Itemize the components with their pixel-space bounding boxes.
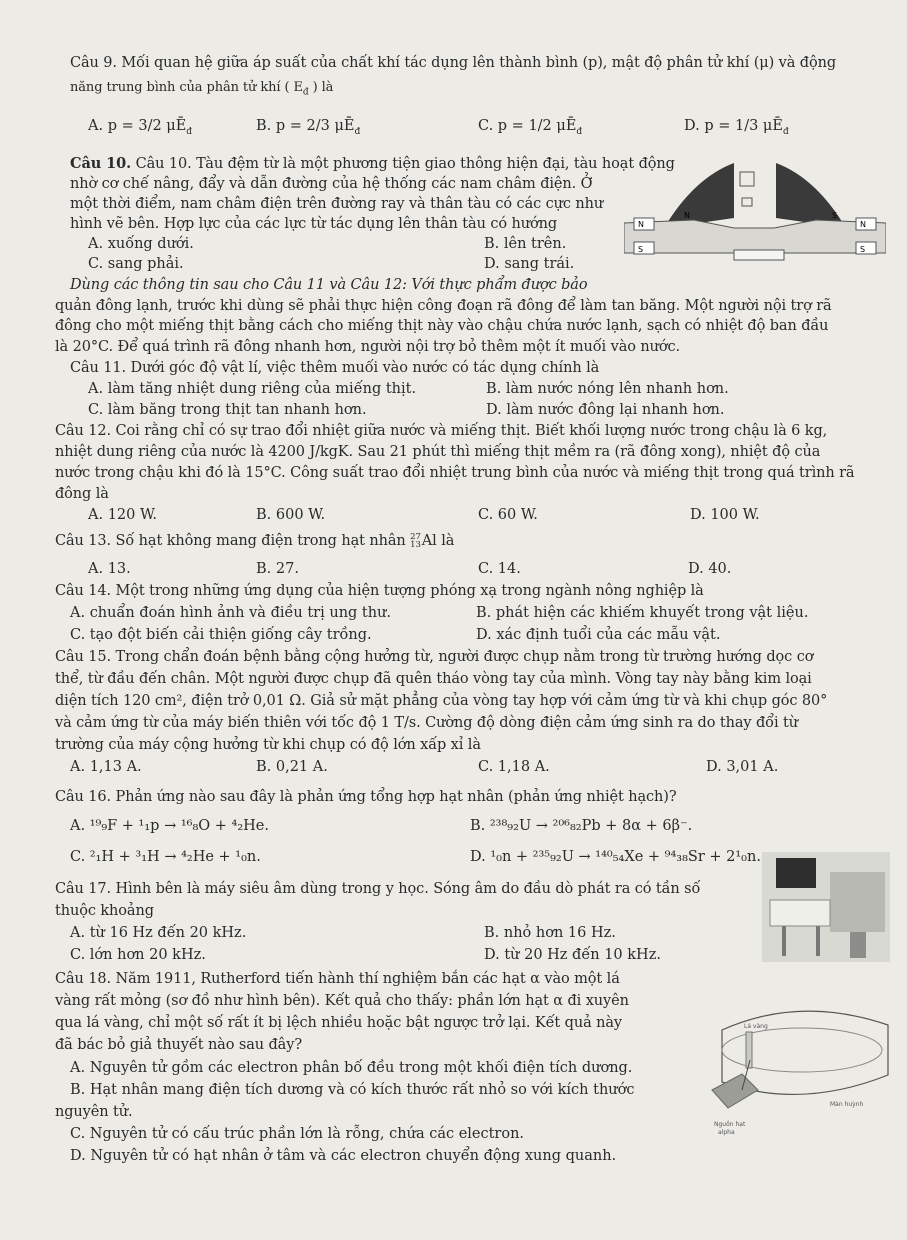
q11-option-c[interactable]: C. làm băng trong thịt tan nhanh hơn. (88, 402, 367, 418)
q17-option-c[interactable]: C. lớn hơn 20 kHz. (70, 947, 206, 963)
q9-stem-line1: Câu 9. Mối quan hệ giữa áp suất của chất khí tác dụng lên thành bình (p), mật độ phân tử khí (μ) và động (70, 55, 837, 71)
ultrasound-console (830, 872, 885, 932)
q9-stem-line2: năng trung bình của phân tử khí ( $E_đ$ ) là (70, 80, 334, 98)
train-window-2 (742, 198, 752, 206)
guideway-body (624, 220, 886, 253)
ultrasound-machine-figure (762, 852, 890, 962)
q10-stem-line2: nhờ cơ chế nâng, đẩy và dẫn đường của hệ thống các nam châm điện. Ở (70, 176, 593, 192)
q16-option-a[interactable]: A. ¹⁹₉F + ¹₁p → ¹⁶₈O + ⁴₂He. (70, 818, 269, 834)
intro-11-12-line1: Dùng các thông tin sau cho Câu 11 và Câu 12: Với thực phẩm được bảo (70, 277, 588, 293)
magnet-left-top (634, 218, 654, 230)
magnet-left-bottom (634, 242, 654, 254)
q16-option-d[interactable]: D. ¹₀n + ²³⁵₉₂U → ¹⁴⁰₅₄Xe + ⁹⁴₃₈Sr + 2¹₀n. (470, 849, 761, 865)
bed-leg (816, 926, 820, 956)
q15-option-a[interactable]: A. 1,13 A. (70, 759, 142, 775)
q18-stem-line3: qua lá vàng, chỉ một số rất ít bị lệch nhiều hoặc bật ngược trở lại. Kết quả này (55, 1015, 623, 1031)
q14-option-b[interactable]: B. phát hiện các khiếm khuyết trong vật liệu. (476, 605, 809, 621)
q12-stem-line4: đông là (55, 486, 109, 502)
q10-stem-line3: một thời điểm, nam châm điện trên đường ray và thân tàu có các cực như (70, 196, 604, 212)
q17-option-a[interactable]: A. từ 16 Hz đến 20 kHz. (70, 925, 247, 941)
q12-option-c[interactable]: C. 60 W. (478, 507, 538, 523)
train-window-1 (740, 172, 754, 186)
q10-stem-line4: hình vẽ bên. Hợp lực của các lực từ tác dụng lên thân tàu có hướng (70, 216, 558, 232)
patient-bed (770, 900, 830, 926)
q9-option-b[interactable]: B. p = 2/3 $\mu Ē_đ$ (256, 118, 361, 137)
monitor (776, 858, 816, 888)
q13-option-b[interactable]: B. 27. (256, 561, 299, 577)
q12-stem-line1: Câu 12. Coi rằng chỉ có sự trao đổi nhiệt giữa nước và miếng thịt. Biết khối lượng nước trong chậu là 6 kg, (55, 423, 828, 439)
magnet-right-top (856, 218, 876, 230)
q13-option-d[interactable]: D. 40. (688, 561, 732, 577)
q11-option-b[interactable]: B. làm nước nóng lên nhanh hơn. (486, 381, 729, 397)
q16-option-b[interactable]: B. ²³⁸₉₂U → ²⁰⁶₈₂Pb + 8α + 6β⁻. (470, 818, 693, 834)
pole-label: S (832, 211, 838, 220)
q10-option-d[interactable]: D. sang trái. (484, 256, 575, 272)
q15-option-c[interactable]: C. 1,18 A. (478, 759, 550, 775)
q9-option-d[interactable]: D. p = 1/3 $\mu Ē_đ$ (684, 118, 789, 137)
maglev-figure (624, 158, 886, 274)
pole-label: N (638, 220, 644, 229)
q17-stem-line1: Câu 17. Hình bên là máy siêu âm dùng trong y học. Sóng âm do đầu dò phát ra có tần số (55, 881, 701, 897)
magnet-right-bottom (856, 242, 876, 254)
intro-11-12-line2: quản đông lạnh, trước khi dùng sẽ phải thực hiện công đoạn rã đông để làm tan băng. Một người nội trợ rã (55, 298, 832, 314)
rail-left-shape (664, 163, 734, 228)
q10-option-a[interactable]: A. xuống dưới. (88, 236, 194, 252)
q9-option-c[interactable]: C. p = 1/2 $\mu Ē_đ$ (478, 118, 583, 137)
q12-stem-line3: nước trong chậu khi đó là 15°C. Công suất trao đổi nhiệt trung bình của nước và miếng thịt trong quá trình rã (55, 465, 855, 481)
q15-option-d[interactable]: D. 3,01 A. (706, 759, 779, 775)
q16-stem: Câu 16. Phản ứng nào sau đây là phản ứng tổng hợp hạt nhân (phản ứng nhiệt hạch)? (55, 789, 677, 805)
q10-option-c[interactable]: C. sang phải. (88, 256, 184, 272)
q12-stem-line2: nhiệt dung riêng của nước là 4200 J/kgK. Sau 21 phút thì miếng thịt mềm ra (rã đông xong), nhiệt độ của (55, 444, 821, 460)
q12-option-d[interactable]: D. 100 W. (690, 507, 760, 523)
q12-option-b[interactable]: B. 600 W. (256, 507, 326, 523)
q17-stem-line2: thuộc khoảng (55, 903, 154, 919)
q18-option-b-cont: nguyên tử. (55, 1104, 133, 1120)
q10-stem-line1: Câu 10. Câu 10. Tàu đệm từ là một phương tiện giao thông hiện đại, tàu hoạt động (70, 155, 675, 172)
q18-stem-line2: vàng rất mỏng (sơ đồ như hình bên). Kết quả cho thấy: phần lớn hạt α đi xuyên (55, 993, 629, 1009)
q18-option-a[interactable]: A. Nguyên tử gồm các electron phân bố đều trong một khối điện tích dương. (70, 1060, 633, 1076)
track-bed (734, 250, 784, 260)
console-stand (850, 932, 866, 958)
q18-stem-line4: đã bác bỏ giả thuyết nào sau đây? (55, 1037, 302, 1053)
pole-label: N (860, 220, 866, 229)
q18-option-b[interactable]: B. Hạt nhân mang điện tích dương và có kích thước rất nhỏ so với kích thước (70, 1082, 635, 1098)
label-screen: Màn huỳnh (830, 1101, 864, 1108)
q15-option-b[interactable]: B. 0,21 A. (256, 759, 328, 775)
q15-stem-line5: trường của máy cộng hưởng từ khi chụp có độ lớn xấp xỉ là (55, 737, 481, 753)
bed-leg (782, 926, 786, 956)
rutherford-figure (702, 990, 898, 1140)
q15-stem-line1: Câu 15. Trong chẩn đoán bệnh bằng cộng hưởng từ, người được chụp nằm trong từ trường hướng dọc cơ (55, 649, 814, 665)
q13-option-c[interactable]: C. 14. (478, 561, 521, 577)
q17-option-d[interactable]: D. từ 20 Hz đến 10 kHz. (484, 947, 661, 963)
q14-option-a[interactable]: A. chuẩn đoán hình ảnh và điều trị ung thư. (70, 605, 392, 621)
q15-stem-line3: diện tích 120 cm², điện trở 0,01 Ω. Giả sử mặt phẳng của vòng tay hợp với cảm ứng từ và khi chụp góc 80° (55, 693, 828, 709)
label-gold-foil: Lá vàng (744, 1023, 768, 1030)
q15-stem-line4: và cảm ứng từ của máy biến thiên với tốc độ 1 T/s. Cường độ dòng điện cảm ứng sinh ra do thay đổi từ (55, 715, 798, 731)
q18-stem-line1: Câu 18. Năm 1911, Rutherford tiến hành thí nghiệm bắn các hạt α vào một lá (55, 971, 620, 987)
q14-option-c[interactable]: C. tạo đột biến cải thiện giống cây trồng. (70, 627, 372, 643)
pole-label: S (860, 245, 866, 254)
q11-option-d[interactable]: D. làm nước đông lại nhanh hơn. (486, 402, 725, 418)
alpha-source-box (712, 1074, 758, 1108)
q16-option-c[interactable]: C. ²₁H + ³₁H → ⁴₂He + ¹₀n. (70, 849, 261, 865)
q12-option-a[interactable]: A. 120 W. (88, 507, 157, 523)
pole-label: N (684, 211, 690, 220)
q11-stem: Câu 11. Dưới góc độ vật lí, việc thêm muối vào nước có tác dụng chính là (70, 360, 600, 376)
q17-option-b[interactable]: B. nhỏ hơn 16 Hz. (484, 925, 616, 941)
q18-option-c[interactable]: C. Nguyên tử có cấu trúc phần lớn là rỗng, chứa các electron. (70, 1126, 525, 1142)
q10-option-b[interactable]: B. lên trên. (484, 236, 567, 252)
q18-option-d[interactable]: D. Nguyên tử có hạt nhân ở tâm và các electron chuyển động xung quanh. (70, 1148, 617, 1164)
q9-option-a[interactable]: A. p = 3/2 $\mu Ē_đ$ (88, 118, 193, 137)
q14-option-d[interactable]: D. xác định tuổi của các mẫu vật. (476, 627, 721, 643)
nuclide-numbers: 27 13 (410, 532, 421, 550)
q14-stem: Câu 14. Một trong những ứng dụng của hiện tượng phóng xạ trong ngành nông nghiệp là (55, 583, 704, 599)
label-alpha: alpha (718, 1129, 735, 1136)
q11-option-a[interactable]: A. làm tăng nhiệt dung riêng của miếng thịt. (88, 381, 417, 397)
pole-label: S (638, 245, 644, 254)
label-source: Nguồn hạt (714, 1121, 746, 1128)
q15-stem-line2: thể, từ đầu đến chân. Một người được chụp đã quên tháo vòng tay của mình. Vòng tay này bằng kim loại (55, 671, 812, 687)
intro-11-12-line4: là 20°C. Để quá trình rã đông nhanh hơn, người nội trợ bỏ thêm một ít muối vào nước. (55, 339, 681, 355)
intro-11-12-line3: đông cho một miếng thịt bằng cách cho miếng thịt này vào chậu chứa nước lạnh, sạch có nhiệt độ ban đầu (55, 318, 829, 334)
q13-stem: Câu 13. Số hạt không mang điện trong hạt nhân 27 13Al là (55, 532, 455, 550)
q13-option-a[interactable]: A. 13. (88, 561, 131, 577)
